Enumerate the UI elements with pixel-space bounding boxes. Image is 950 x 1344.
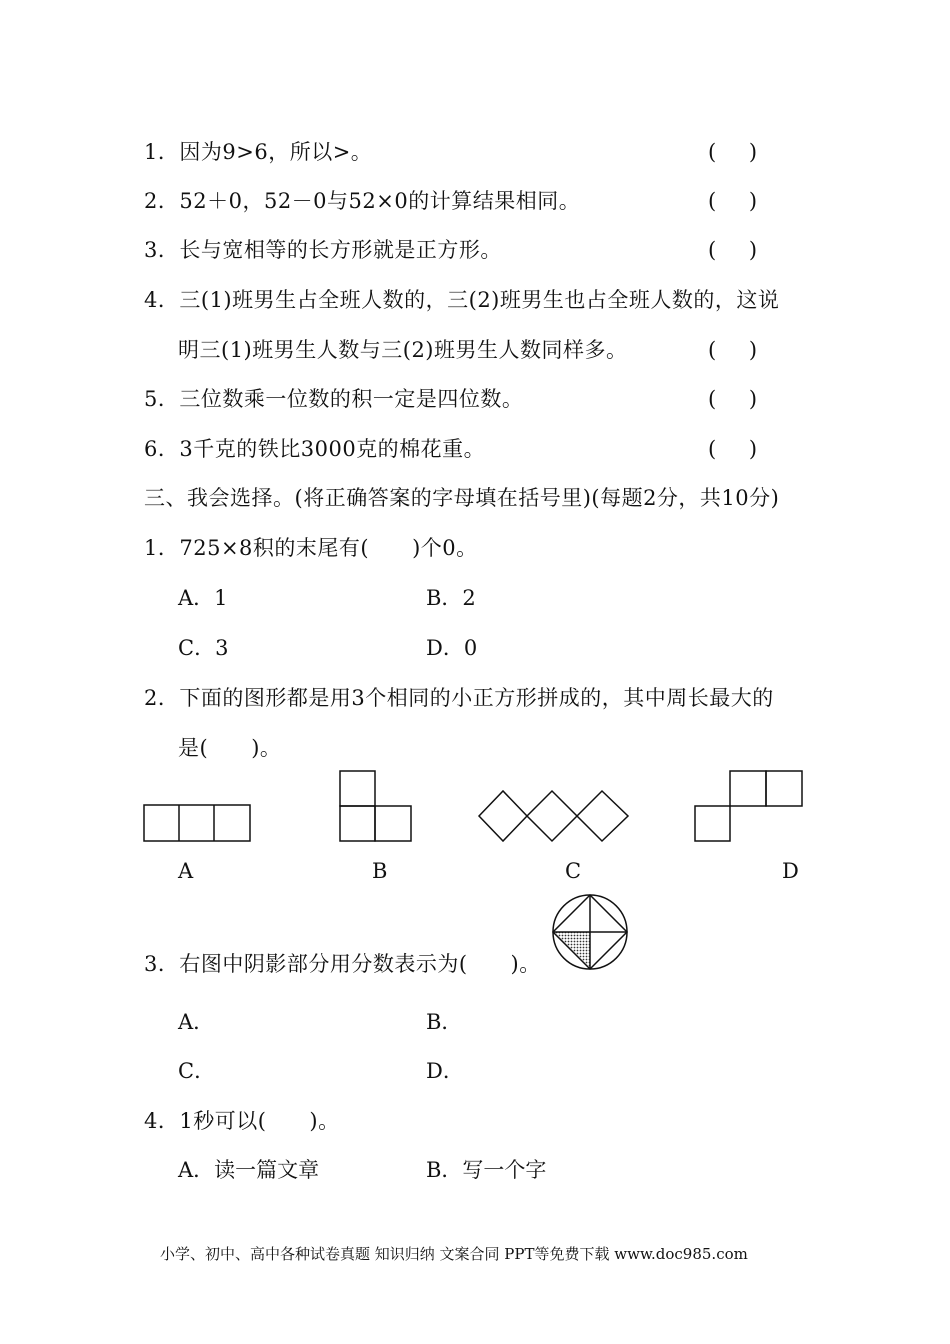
judge-item-4-continued: 明三(1)班男生人数与三(2)班男生人数同样多。	[178, 338, 628, 362]
item-text: 因为9>6，所以>。	[179, 140, 373, 164]
item-number: 6．	[144, 437, 180, 461]
judge-item-5	[144, 385, 523, 413]
item-text: 3千克的铁比3000克的棉花重。	[179, 437, 486, 461]
item-text: 三(1)班男生占全班人数的，三(2)班男生也占全班人数的，这说	[179, 288, 780, 312]
q1-option-c[interactable]: C．3	[178, 636, 229, 660]
page-footer: 小学、初中、高中各种试卷真题 知识归纳 文案合同 PPT等免费下载 www.doc985.com	[160, 1245, 748, 1263]
figure-c	[478, 790, 630, 842]
question-3-stem: 3．右图中阴影部分用分数表示为( )。	[144, 952, 541, 976]
answer-paren[interactable]: ( )	[708, 338, 758, 362]
item-number: 2．	[144, 189, 180, 213]
item-text: 三位数乘一位数的积一定是四位数。	[179, 387, 524, 411]
figure-c-label[interactable]: C	[565, 859, 582, 883]
q4-option-b[interactable]: B．写一个字	[426, 1158, 547, 1182]
answer-paren[interactable]: ( )	[708, 189, 758, 213]
judge-item-3	[144, 236, 502, 264]
figure-d	[694, 770, 804, 842]
judge-item-1	[144, 138, 372, 166]
section-title: 三、我会选择。(将正确答案的字母填在括号里)(每题2分，共10分)	[144, 486, 780, 510]
q1-option-d[interactable]: D．0	[426, 636, 478, 660]
q1-option-b[interactable]: B．2	[426, 586, 476, 610]
judge-item-4	[144, 286, 779, 314]
answer-paren[interactable]: ( )	[708, 238, 758, 262]
item-text: 长与宽相等的长方形就是正方形。	[179, 238, 502, 262]
judge-item-2	[144, 187, 580, 215]
figure-b-label[interactable]: B	[372, 859, 388, 883]
figure-a	[143, 804, 251, 842]
item-number: 5．	[144, 387, 180, 411]
answer-paren[interactable]: ( )	[708, 140, 758, 164]
q3-option-d[interactable]: D．	[426, 1059, 464, 1083]
q3-option-b[interactable]: B．	[426, 1010, 463, 1034]
item-number: 1．	[144, 140, 180, 164]
circle-figure	[549, 892, 631, 972]
question-4-stem: 4．1秒可以( )。	[144, 1109, 340, 1133]
q4-option-a[interactable]: A．读一篇文章	[178, 1158, 320, 1182]
item-number: 3．	[144, 238, 180, 262]
q3-option-a[interactable]: A．	[178, 1010, 215, 1034]
q1-option-a[interactable]: A．1	[178, 586, 228, 610]
figure-b	[339, 770, 412, 842]
item-number: 4．	[144, 288, 180, 312]
question-2-stem: 2．下面的图形都是用3个相同的小正方形拼成的，其中周长最大的	[144, 686, 774, 710]
figure-a-label[interactable]: A	[178, 859, 194, 883]
question-2-stem-continued: 是( )。	[178, 736, 282, 760]
item-text: 52＋0，52－0与52×0的计算结果相同。	[179, 189, 581, 213]
answer-paren[interactable]: ( )	[708, 437, 758, 461]
judge-item-6	[144, 435, 485, 463]
q3-option-c[interactable]: C．	[178, 1059, 216, 1083]
question-1-stem: 1．725×8积的末尾有( )个0。	[144, 536, 478, 560]
figure-d-label[interactable]: D	[782, 859, 799, 883]
answer-paren[interactable]: ( )	[708, 387, 758, 411]
